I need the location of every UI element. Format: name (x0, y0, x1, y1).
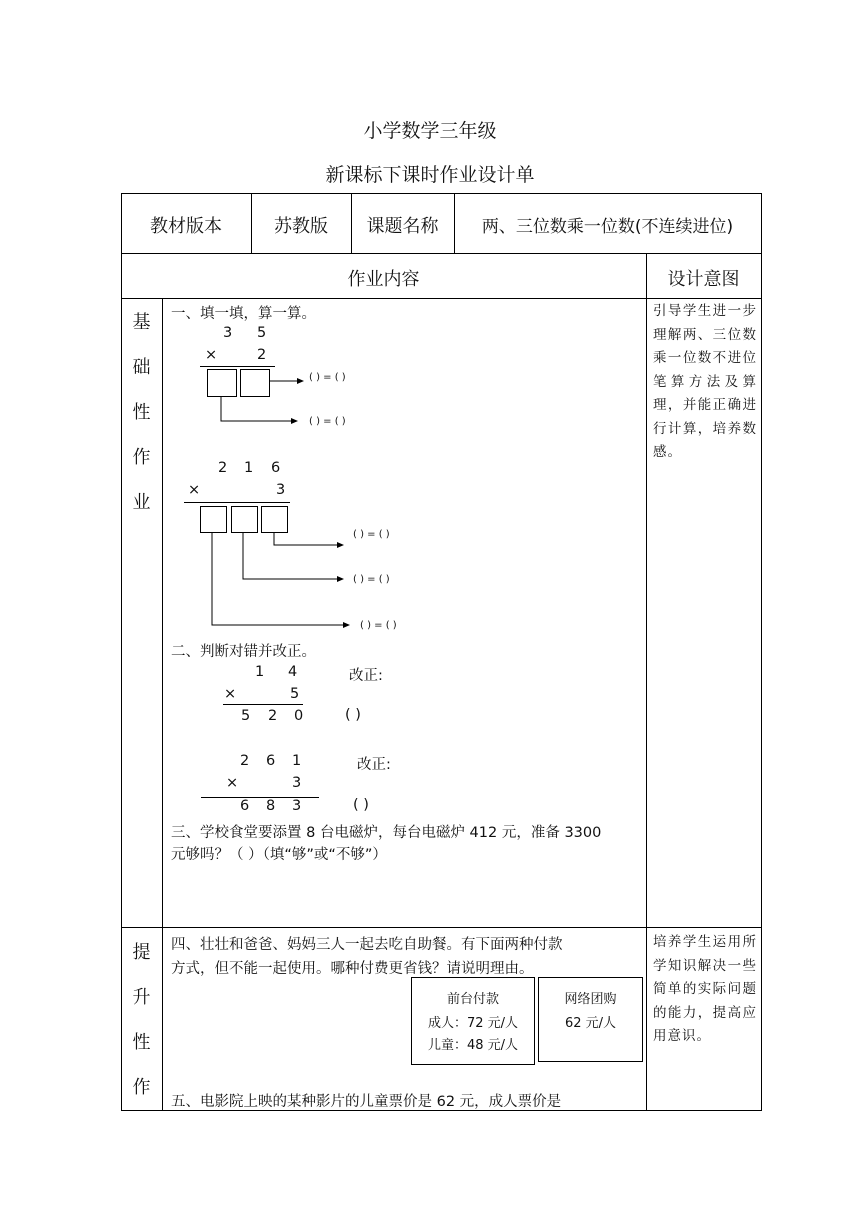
q2-title: 二、判断对错并改正。 (171, 644, 316, 660)
judge-blank[interactable]: ( ) (345, 707, 361, 723)
page-subtitle: 新课标下课时作业设计单 (325, 164, 535, 186)
advanced-intent: 培养学生运用所学知识解决一些简单的实际问题的能力，提高应用意识。 (653, 934, 757, 1044)
fill-blank[interactable]: ( ) = ( ) (309, 372, 346, 383)
q3-line2: 元够吗？（ ）（填“够”或“不够”） (171, 847, 387, 863)
textbook-label: 教材版本 (150, 216, 222, 237)
online-group-buy-box: 网络团购 62 元/人 (538, 977, 643, 1062)
q4-line1: 四、壮壮和爸爸、妈妈三人一起去吃自助餐。有下面两种付款 (171, 937, 563, 953)
fill-blank[interactable]: ( ) = ( ) (353, 529, 390, 540)
q5-line1: 五、电影院上映的某种影片的儿童票价是 62 元，成人票价是 (171, 1094, 562, 1110)
basic-intent: 引导学生进一步理解两、三位数乘一位数不进位笔算方法及算理，并能正确进行计算，培养数感。 (653, 303, 757, 460)
front-desk-payment-box: 前台付款 成人：72 元/人 儿童：48 元/人 (411, 977, 535, 1065)
q1-title: 一、填一填，算一算。 (171, 306, 316, 322)
q3-line1: 三、学校食堂要添置 8 台电磁炉，每台电磁炉 412 元，准备 3300 (171, 825, 602, 841)
fill-blank[interactable]: ( ) = ( ) (360, 620, 397, 631)
textbook-value: 苏教版 (274, 216, 328, 237)
intent-column-header: 设计意图 (667, 269, 740, 290)
q4-line2: 方式，但不能一起使用。哪种付费更省钱？请说明理由。 (171, 961, 534, 977)
basic-section-label: 基 础 性 作 业 (132, 312, 151, 513)
correction-label: 改正: (349, 668, 383, 684)
topic-label: 课题名称 (366, 216, 439, 237)
correction-label: 改正: (357, 757, 391, 773)
advanced-section-label: 提 升 性 作 (132, 942, 151, 1098)
page-title: 小学数学三年级 (363, 120, 497, 142)
fill-blank[interactable]: ( ) = ( ) (353, 574, 390, 585)
topic-value: 两、三位数乘一位数(不连续进位) (481, 217, 734, 237)
fill-blank[interactable]: ( ) = ( ) (309, 416, 346, 427)
judge-blank[interactable]: ( ) (353, 797, 369, 813)
content-column-header: 作业内容 (347, 269, 420, 290)
